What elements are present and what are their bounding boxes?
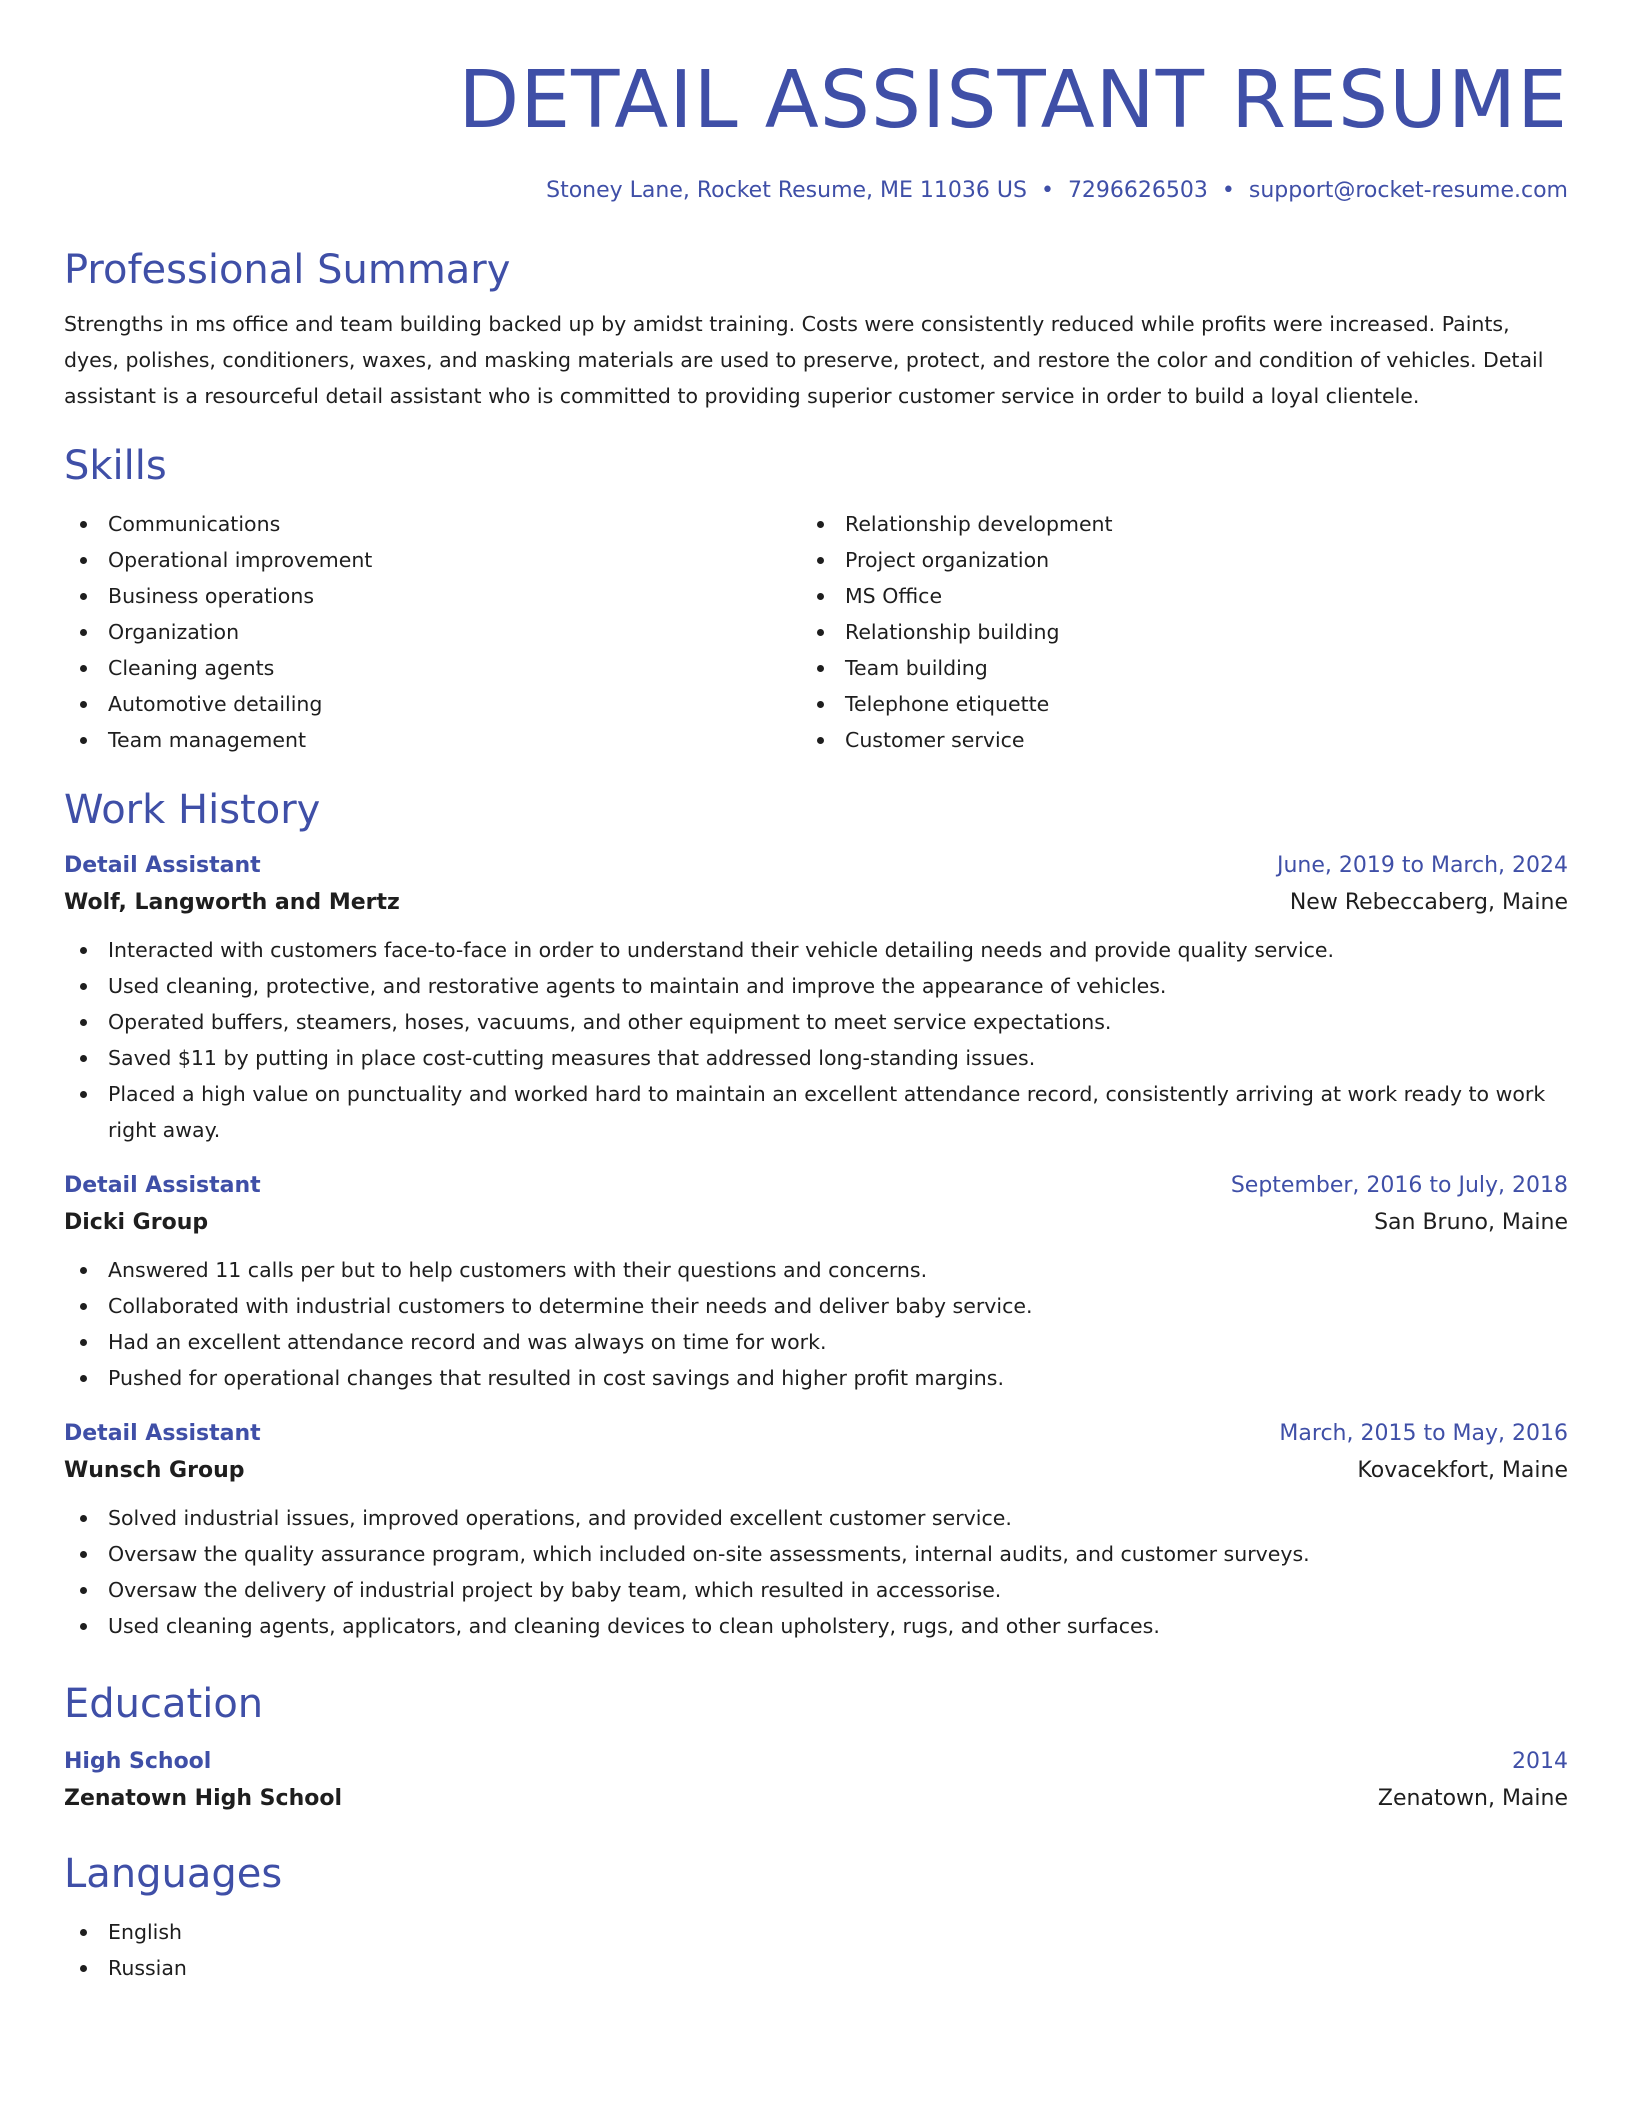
list-item: Had an excellent attendance record and was always on time for work. <box>64 1324 1568 1360</box>
list-item: Team building <box>801 650 1538 686</box>
skills-column-right <box>801 506 1538 758</box>
jobs-list <box>64 848 1568 1644</box>
list-item: Communications <box>64 506 801 542</box>
education-section <box>64 1678 1568 1818</box>
skills-heading: Skills <box>64 443 167 489</box>
job-company-row <box>64 1452 1568 1490</box>
list-item: Automotive detailing <box>64 686 801 722</box>
list-item: Used cleaning agents, applicators, and cleaning devices to clean upholstery, rugs, and other surfaces. <box>64 1608 1568 1644</box>
education-entry <box>64 1744 1568 1818</box>
summary-text: Strengths in ms office and team building backed up by amidst training. Costs were consistently reduced while profits were increased. Paints, dyes, polishes, conditioners, waxes, and masking materials are used to preserve, protect, and restore the color and condition of vehicles. Detail assistant is a resourceful detail assistant who is committed to providing superior customer service in order to build a loyal clientele. <box>64 312 1544 408</box>
list-item: Collaborated with industrial customers to determine their needs and deliver baby service. <box>64 1288 1568 1324</box>
summary-section <box>64 244 1568 414</box>
education-heading: Education <box>64 1681 264 1727</box>
job-header-row <box>64 1168 1568 1204</box>
job-dates: March, 2015 to May, 2016 <box>1279 1421 1568 1446</box>
job-title: Detail Assistant <box>64 1173 261 1198</box>
job-title: Detail Assistant <box>64 1421 261 1446</box>
list-item: Russian <box>64 1950 1568 1986</box>
list-item: Relationship development <box>801 506 1538 542</box>
list-item: Organization <box>64 614 801 650</box>
list-item: Oversaw the quality assurance program, which included on-site assessments, internal audits, and customer surveys. <box>64 1536 1568 1572</box>
skills-list-right <box>801 506 1538 758</box>
list-item: Operated buffers, steamers, hoses, vacuums, and other equipment to meet service expectations. <box>64 1004 1568 1040</box>
education-year: 2014 <box>1512 1749 1568 1774</box>
work-history-section <box>64 784 1568 1644</box>
job-location: San Bruno, Maine <box>1374 1210 1568 1235</box>
job-dates: September, 2016 to July, 2018 <box>1230 1173 1568 1198</box>
list-item: Interacted with customers face-to-face in order to understand their vehicle detailing needs and provide quality service. <box>64 932 1568 968</box>
education-school-row <box>64 1780 1568 1818</box>
list-item: Used cleaning, protective, and restorative agents to maintain and improve the appearance of vehicles. <box>64 968 1568 1004</box>
contact-separator: • <box>1040 178 1054 203</box>
summary-heading: Professional Summary <box>64 247 511 293</box>
job-company-row <box>64 1204 1568 1242</box>
contact-phone: 7296626503 <box>1067 178 1208 203</box>
list-item: Relationship building <box>801 614 1538 650</box>
list-item: Operational improvement <box>64 542 801 578</box>
list-item: Placed a high value on punctuality and worked hard to maintain an excellent attendance record, consistently arriving at work ready to work right away. <box>64 1076 1568 1148</box>
job-header-row <box>64 848 1568 884</box>
job-bullets <box>64 1252 1568 1396</box>
list-item: Cleaning agents <box>64 650 801 686</box>
contact-separator: • <box>1221 178 1235 203</box>
education-degree: High School <box>64 1749 212 1774</box>
education-location: Zenatown, Maine <box>1377 1786 1568 1811</box>
job-company: Wolf, Langworth and Mertz <box>64 890 400 915</box>
skills-list-left <box>64 506 801 758</box>
list-item: Team management <box>64 722 801 758</box>
job-location: Kovacekfort, Maine <box>1357 1458 1568 1483</box>
job-entry <box>64 848 1568 1148</box>
list-item: Answered 11 calls per but to help customers with their questions and concerns. <box>64 1252 1568 1288</box>
languages-list <box>64 1914 1568 1986</box>
job-company: Dicki Group <box>64 1210 209 1235</box>
contact-email[interactable]: support@rocket-resume.com <box>1248 178 1568 203</box>
job-header-row <box>64 1416 1568 1452</box>
list-item: Project organization <box>801 542 1538 578</box>
list-item: MS Office <box>801 578 1538 614</box>
languages-section <box>64 1848 1568 1986</box>
list-item: Telephone etiquette <box>801 686 1538 722</box>
list-item: Solved industrial issues, improved operations, and provided excellent customer service. <box>64 1500 1568 1536</box>
job-location: New Rebeccaberg, Maine <box>1289 890 1568 915</box>
job-bullets <box>64 932 1568 1148</box>
list-item: English <box>64 1914 1568 1950</box>
job-dates: June, 2019 to March, 2024 <box>1277 853 1568 878</box>
contact-address: Stoney Lane, Rocket Resume, ME 11036 US <box>546 178 1027 203</box>
list-item: Customer service <box>801 722 1538 758</box>
job-entry <box>64 1416 1568 1644</box>
list-item: Oversaw the delivery of industrial project by baby team, which resulted in accessorise. <box>64 1572 1568 1608</box>
contact-line <box>64 176 1568 206</box>
skills-column-left <box>64 506 801 758</box>
list-item: Saved $11 by putting in place cost-cutting measures that addressed long-standing issues. <box>64 1040 1568 1076</box>
education-header-row <box>64 1744 1568 1780</box>
job-bullets <box>64 1500 1568 1644</box>
job-title: Detail Assistant <box>64 853 261 878</box>
resume-title: DETAIL ASSISTANT RESUME <box>458 54 1568 146</box>
job-entry <box>64 1168 1568 1396</box>
skills-grid <box>64 506 1568 758</box>
job-company: Wunsch Group <box>64 1458 245 1483</box>
list-item: Business operations <box>64 578 801 614</box>
languages-heading: Languages <box>64 1851 283 1897</box>
work-history-heading: Work History <box>64 787 321 833</box>
skills-section <box>64 440 1568 758</box>
education-school: Zenatown High School <box>64 1786 342 1811</box>
job-company-row <box>64 884 1568 922</box>
list-item: Pushed for operational changes that resulted in cost savings and higher profit margins. <box>64 1360 1568 1396</box>
